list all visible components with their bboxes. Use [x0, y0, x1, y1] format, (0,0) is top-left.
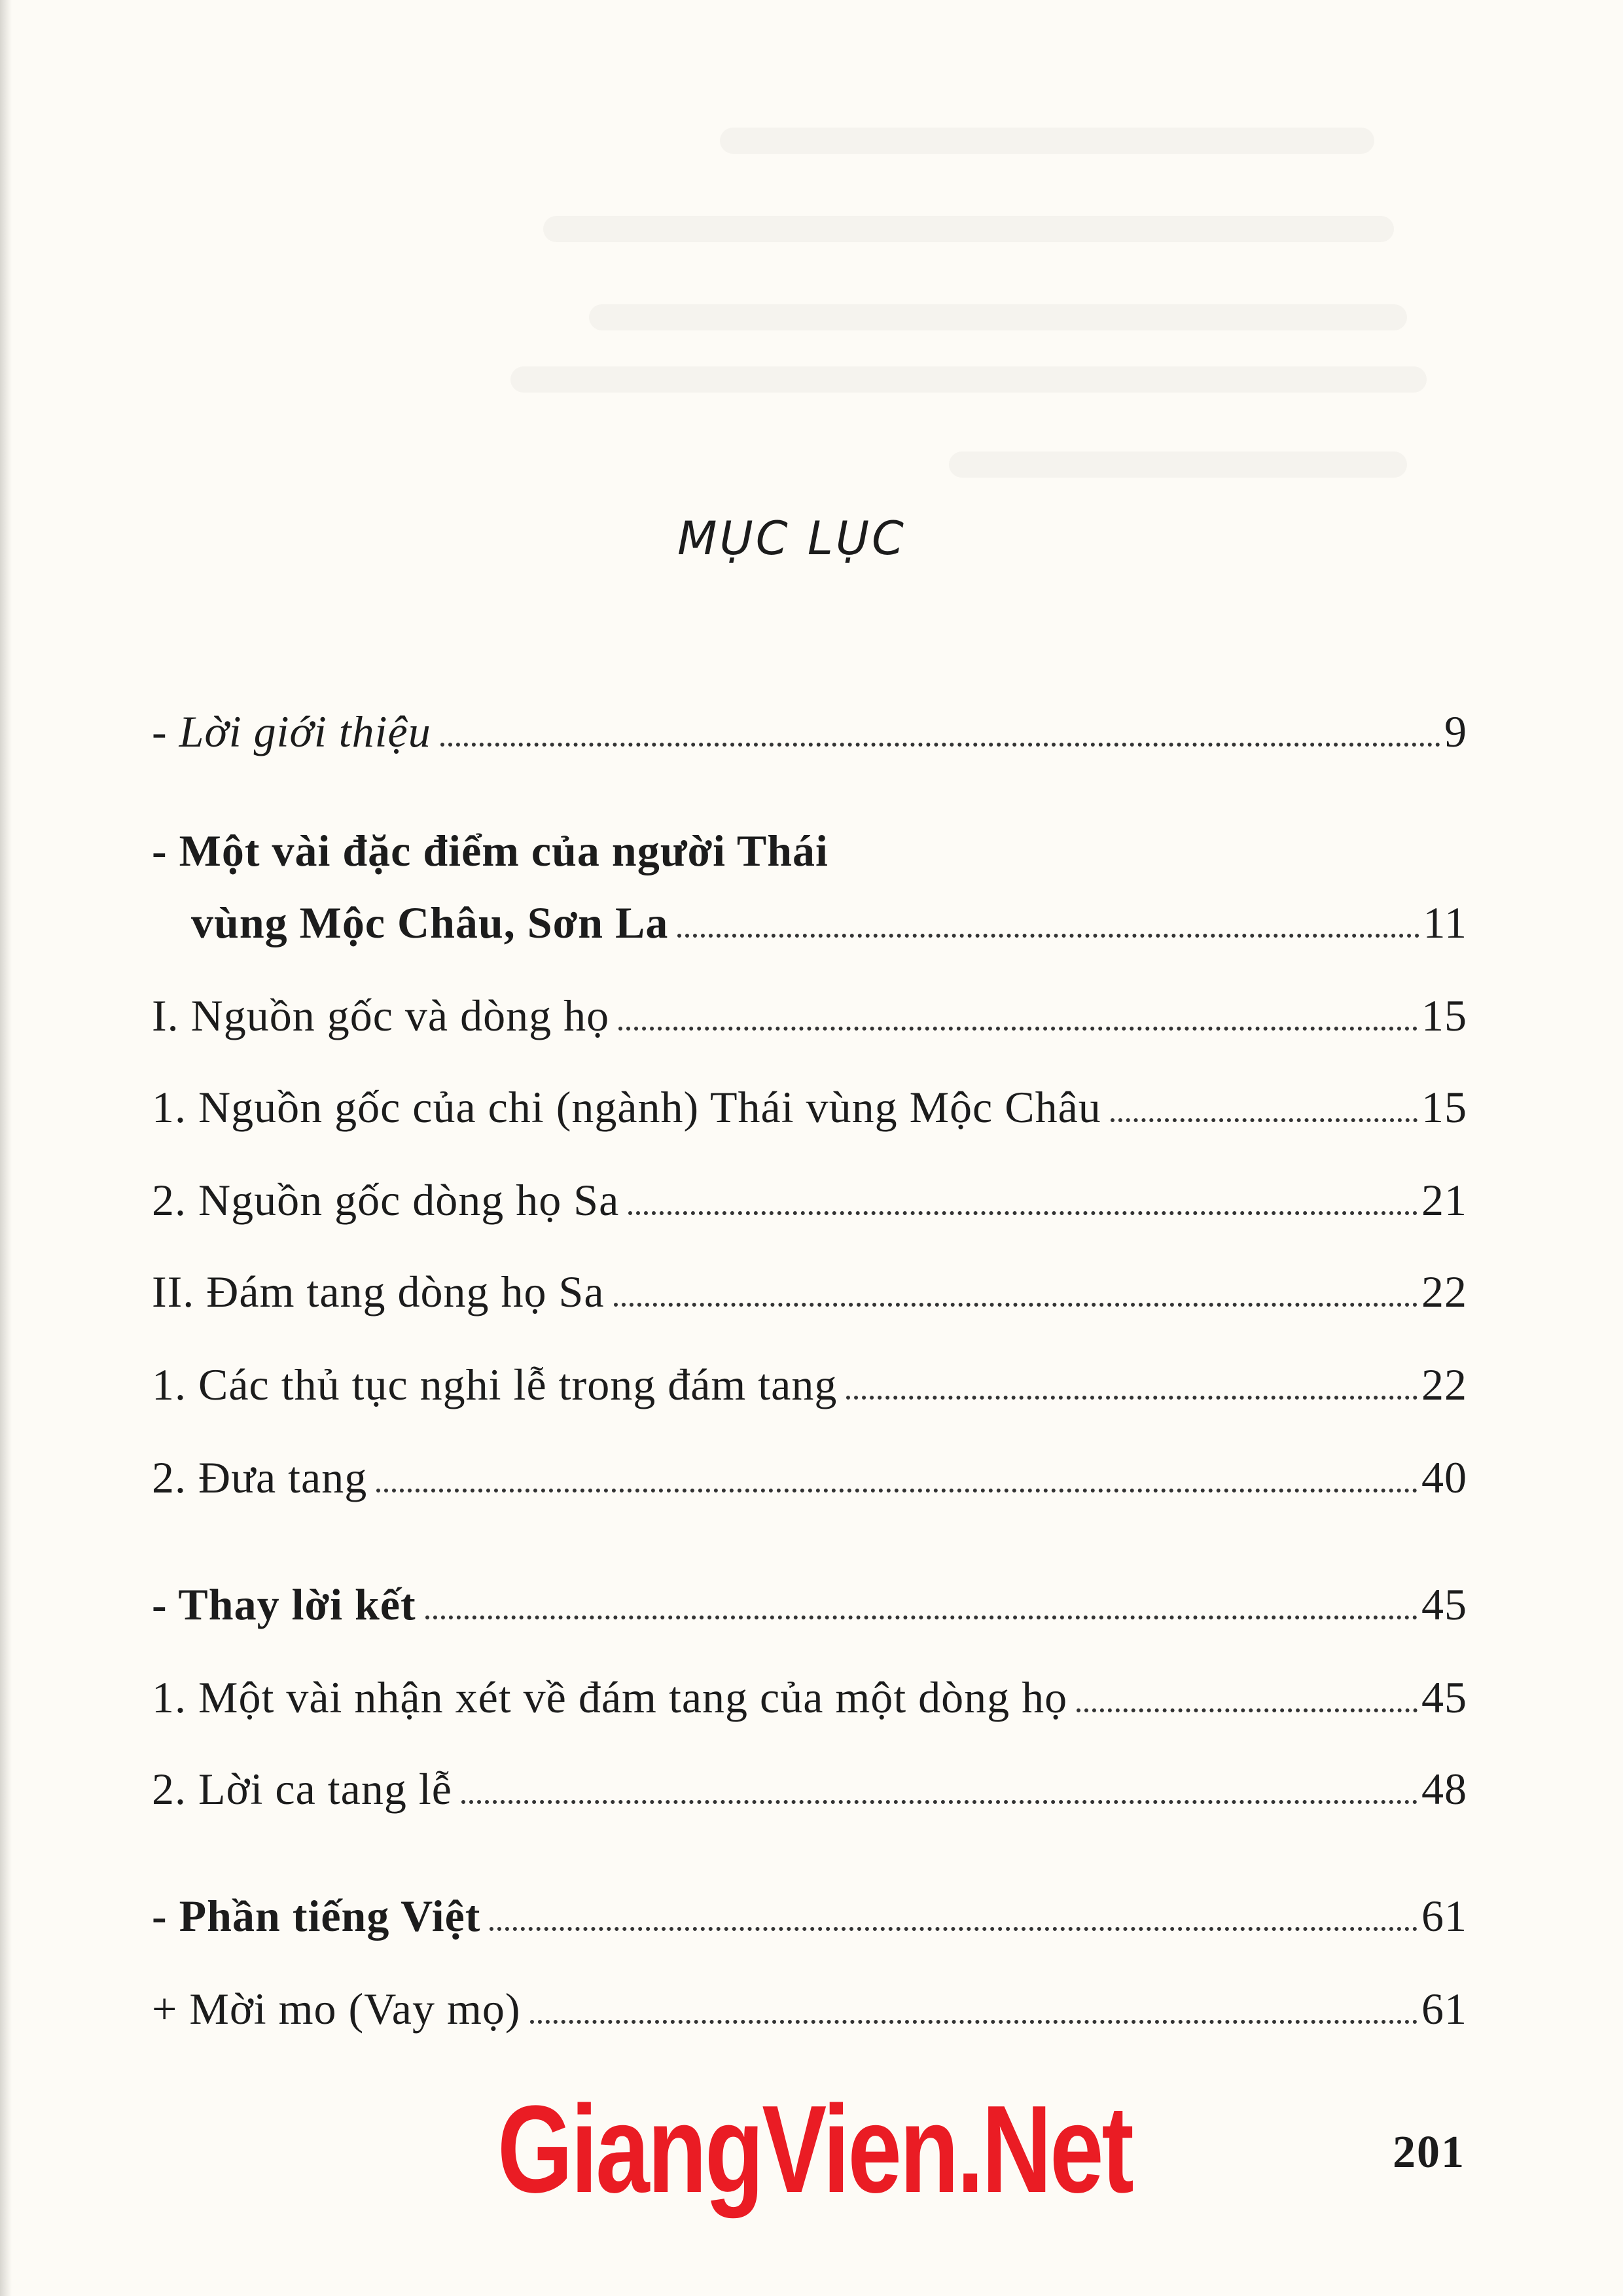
toc-entry-title: II. Đám tang dòng họ Sa [152, 1267, 605, 1316]
toc-entry-page: 22 [1421, 1360, 1467, 1409]
toc-entry [152, 1174, 1467, 1226]
toc-entry-page: 15 [1421, 1082, 1467, 1132]
leader-dots [425, 1616, 1418, 1619]
leader-dots [376, 1489, 1418, 1492]
toc-entry-page: 40 [1421, 1453, 1467, 1502]
toc-entry [152, 1265, 1467, 1318]
toc-entry [152, 1671, 1467, 1723]
toc-entry [152, 1081, 1467, 1133]
toc-entry-page: 9 [1444, 707, 1467, 756]
toc-entry-page: 61 [1421, 1891, 1467, 1941]
leader-dots [618, 1027, 1418, 1031]
leader-dots [628, 1211, 1418, 1215]
toc-entry-title: - Phần tiếng Việt [152, 1891, 481, 1941]
leader-dots [461, 1800, 1418, 1804]
toc-entry [152, 705, 1467, 758]
leader-dots [846, 1396, 1418, 1400]
toc-entry-page: 11 [1423, 898, 1467, 947]
toc-entry [152, 1890, 1467, 1942]
toc-entry-title: vùng Mộc Châu, Sơn La [191, 898, 669, 947]
toc-entry [152, 1763, 1467, 1815]
page-number: 201 [1393, 2127, 1465, 2178]
leader-dots [614, 1303, 1418, 1307]
toc-entry [152, 1358, 1467, 1411]
leader-dots [677, 934, 1419, 938]
toc-entry-title: I. Nguồn gốc và dòng họ [152, 991, 610, 1040]
toc-entry-title: 2. Lời ca tang lễ [152, 1764, 452, 1814]
toc-entry [152, 1983, 1467, 2035]
bleed-through-text [0, 0, 1623, 785]
toc-entry-title-line1: - Một vài đặc điểm của người Thái [152, 826, 829, 875]
toc-entry-page: 21 [1421, 1175, 1467, 1225]
toc-entry [191, 896, 1467, 949]
leader-dots [530, 2020, 1418, 2024]
toc-entry-title: 1. Nguồn gốc của chi (ngành) Thái vùng Mộc Châu [152, 1082, 1101, 1132]
toc-entry-title: - Thay lời kết [152, 1580, 416, 1629]
toc-entry-page: 45 [1421, 1580, 1467, 1629]
watermark: GiangVien.Net [497, 2080, 1132, 2219]
toc-entry-title: + Mời mo (Vay mọ) [152, 1984, 521, 2034]
toc-entry [152, 1451, 1467, 1504]
toc-entry-page: 45 [1421, 1672, 1467, 1722]
page-title: MỤC LỤC [677, 512, 906, 565]
toc-entry-title: - Lời giới thiệu [152, 707, 431, 756]
toc-entry-page: 22 [1421, 1267, 1467, 1316]
toc-entry-page: 15 [1421, 991, 1467, 1040]
toc-entry-page: 61 [1421, 1984, 1467, 2034]
toc-entry-title: 2. Đưa tang [152, 1453, 368, 1502]
toc-entry-page: 48 [1421, 1764, 1467, 1814]
toc-entry [152, 989, 1467, 1042]
leader-dots [1111, 1118, 1418, 1122]
toc-entry [152, 1578, 1467, 1631]
toc-entry-title: 1. Một vài nhận xét về đám tang của một dòng họ [152, 1672, 1068, 1722]
leader-dots [490, 1927, 1418, 1931]
toc-entry-title: 2. Nguồn gốc dòng họ Sa [152, 1175, 620, 1225]
toc-entry-title: 1. Các thủ tục nghi lễ trong đám tang [152, 1360, 838, 1409]
leader-dots [440, 743, 1440, 747]
leader-dots [1077, 1708, 1418, 1712]
